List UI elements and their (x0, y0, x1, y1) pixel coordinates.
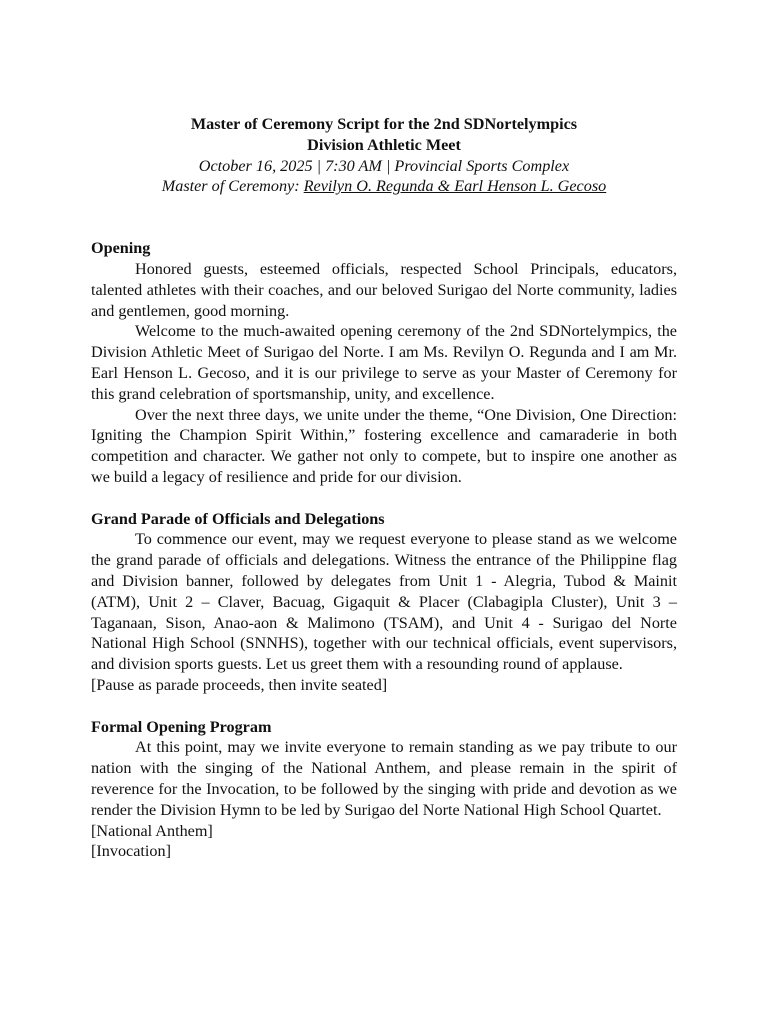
formal-paragraph-1: At this point, may we invite everyone to remain standing as we pay tribute to our nation with the singing of the National Anthem, and please remain in the spirit of reverence for the Invocation, to be followed by the singing with pride and devotion as we render the Division Hymn to be led by Surigao del Norte National High School Quartet. (91, 738, 677, 819)
document-page (91, 114, 677, 862)
section-formal-opening (91, 717, 677, 863)
document-title-line2: Division Athletic Meet (307, 135, 461, 154)
section-opening (91, 238, 677, 488)
section-heading-formal-opening: Formal Opening Program (91, 717, 272, 736)
master-of-ceremony-line (91, 176, 677, 197)
document-header (91, 114, 677, 197)
opening-paragraph-1: Honored guests, esteemed officials, respected School Principals, educators, talented athletes with their coaches, and our beloved Surigao del Norte community, ladies and gentlemen, good morning. (91, 259, 677, 320)
parade-paragraph-1: To commence our event, may we request everyone to please stand as we welcome the grand parade of officials and delegations. Witness the entrance of the Philippine flag and Division banner, followed by delegates from Unit 1 - Alegria, Tubod & Mainit (ATM), Unit 2 – Claver, Bacuag, Gigaquit & Placer (Clabagipla Cluster), Unit 3 – Taganaan, Sison, Anao-aon & Malimono (TSAM), and Unit 4 - Surigao del Norte National High School (SNNHS), together with our technical officials, event supervisors, and division sports guests. Let us greet them with a resounding round of applause. (91, 530, 677, 674)
section-grand-parade (91, 509, 677, 696)
event-date-line: October 16, 2025 | 7:30 AM | Provincial Sports Complex (198, 156, 570, 175)
section-heading-opening: Opening (91, 239, 151, 258)
opening-paragraph-3: Over the next three days, we unite under the theme, “One Division, One Direction: Igniting the Champion Spirit Within,” fostering excellence and camaraderie in both competition and character. We gather not only to compete, but to inspire one another as we build a legacy of resilience and pride for our division. (91, 405, 677, 486)
stage-cue-parade: [Pause as parade proceeds, then invite seated] (91, 675, 388, 694)
opening-paragraph-2: Welcome to the much-awaited opening ceremony of the 2nd SDNortelympics, the Division Athletic Meet of Surigao del Norte. I am Ms. Revilyn O. Regunda and I am Mr. Earl Henson L. Gecoso, and it is our privilege to serve as your Master of Ceremony for this grand celebration of sportsmanship, unity, and excellence. (91, 322, 677, 403)
mc-label: Master of Ceremony: (161, 177, 304, 196)
mc-names: Revilyn O. Regunda & Earl Henson L. Gecoso (303, 177, 607, 196)
stage-cue-invocation: [Invocation] (91, 842, 172, 861)
section-heading-grand-parade: Grand Parade of Officials and Delegations (91, 509, 385, 528)
document-title-line1: Master of Ceremony Script for the 2nd SDNortelympics (190, 115, 578, 133)
stage-cue-national-anthem: [National Anthem] (91, 821, 213, 840)
